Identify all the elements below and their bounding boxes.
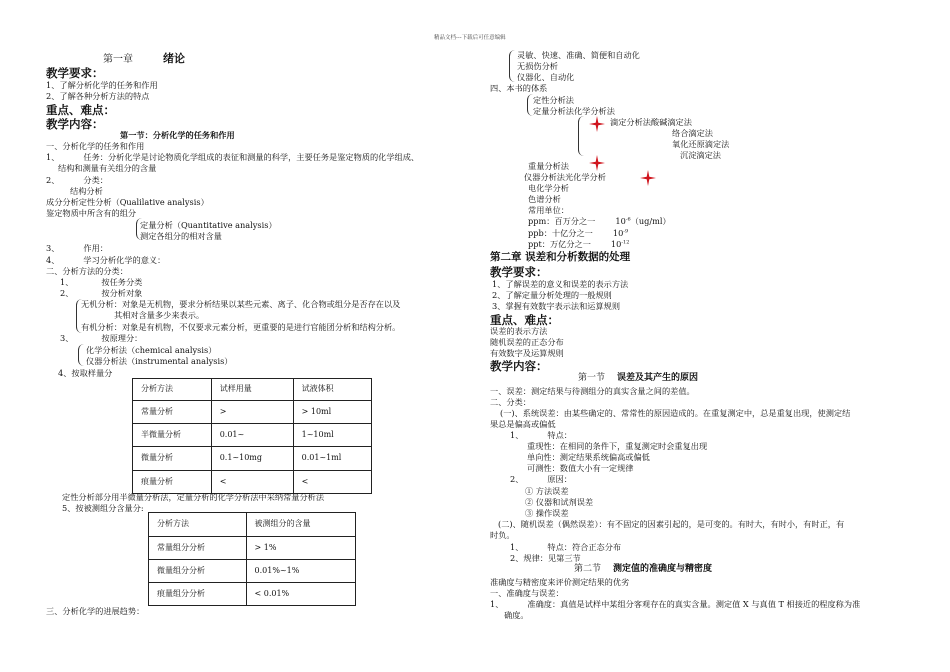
brace-principle — [78, 344, 84, 366]
sys-5: 氧化还原滴定法 — [672, 139, 730, 149]
red-star-icon — [589, 155, 605, 171]
table2-cell: 0.01%~1% — [246, 560, 356, 583]
s1-4 — [46, 255, 165, 266]
left-req-title: 教学要求： — [46, 66, 104, 80]
right-content-title: 教学内容： — [490, 359, 548, 373]
table1-header: 试液体积 — [293, 379, 371, 401]
right-sec2-label: 第二节 — [574, 564, 602, 574]
sample-size-table — [132, 378, 372, 494]
table2-header: 被测组分的含量 — [246, 513, 356, 537]
left-sec1-title: 第一节：分析化学的任务和作用 — [120, 130, 235, 140]
e2a: (一)、系统误差：由某些确定的、常常性的原因造成的。在重复测定中，总是重复出现，使测定结 — [500, 408, 851, 418]
sys-10: 色谱分析 — [528, 194, 561, 204]
s2-3-num: 3、 — [60, 333, 74, 343]
chapter1-heading — [103, 52, 185, 66]
s1-3 — [46, 243, 108, 254]
e2b-1-num: 1、 — [510, 542, 524, 552]
unit-ppm-note: （ug/ml） — [630, 216, 671, 226]
unit-ppt-label: ppt：万亿分之一 — [528, 239, 591, 249]
p3-text: 准确度：真值是试样中某组分客观存在的真实含量。测定值 X 与真值 T 相接近的程度称为准 — [527, 599, 861, 609]
e2a-1c: 可测性：数值大小有一定规律 — [527, 463, 634, 473]
table1-header: 试样用量 — [211, 379, 293, 401]
unit-ppb — [528, 228, 628, 239]
right-sec1-heading — [578, 373, 698, 385]
left-req-item-2: 2、了解各种分析方法的特点 — [46, 91, 150, 101]
sys-title: 四、本书的体系 — [490, 83, 548, 93]
s2-3-text: 按原理分： — [101, 333, 143, 343]
s2-2a: 无机分析：对象是无机物，要求分析结果以某些元素、离子、化合物或组分是否存在以及 — [81, 299, 401, 309]
e2a-2a: ① 方法误差 — [525, 486, 569, 496]
s1-3-num: 3、 — [46, 243, 60, 253]
trend-3: 仪器化、自动化 — [517, 72, 575, 82]
left-content-title: 教学内容： — [46, 117, 104, 131]
e2a-2c: ③ 操作误差 — [525, 508, 569, 518]
s2-4: 4、按取样量分 — [58, 368, 113, 378]
s1-2c: 鉴定物质中所含有的组分 — [46, 208, 137, 218]
unit-ppm — [528, 216, 671, 227]
s1-2a: 结构分析 — [70, 186, 103, 196]
table1-cell: 1~10ml — [293, 424, 371, 447]
e2a-1-text: 特点： — [547, 430, 572, 440]
s1: 一、分析化学的任务和作用 — [46, 141, 145, 151]
sys-3: 滴定分析法酸碱滴定法 — [610, 117, 692, 127]
e2a2: 果总是偏高或偏低 — [490, 419, 556, 429]
right-sec1-label: 第一节 — [578, 373, 606, 383]
e2a-1-num: 1、 — [510, 430, 524, 440]
table2-header: 分析方法 — [149, 513, 247, 537]
right-sec2-heading — [574, 564, 712, 576]
chapter1-title: 绪论 — [163, 52, 185, 65]
e2a-2-num: 2、 — [510, 474, 524, 484]
table1-cell: > 10ml — [293, 401, 371, 424]
s1-2 — [46, 175, 108, 186]
sys-4: 络合滴定法 — [672, 128, 713, 138]
unit-ppb-exp: -9 — [623, 228, 629, 235]
table1-cell: 0.01~ — [211, 424, 293, 447]
sys-11: 常用单位： — [528, 205, 569, 215]
sys-7: 重量分析法 — [528, 161, 569, 171]
table1-cell: 半微量分析 — [133, 424, 212, 447]
right-key-item-3: 有效数字及运算规则 — [490, 348, 564, 358]
table1-header: 分析方法 — [133, 379, 212, 401]
unit-ppb-label: ppb：十亿分之一 — [528, 228, 593, 238]
s2-2-num: 2、 — [60, 288, 74, 298]
s2-2-text: 按分析对象 — [101, 288, 143, 298]
s2-2b: 其相对含量多少来表示。 — [114, 310, 205, 320]
s1-1-num: 1、 — [46, 152, 60, 162]
unit-ppt-base: 10 — [610, 239, 622, 249]
table2-cell: 微量组分分析 — [149, 560, 247, 583]
unit-ppm-label: ppm：百万分之一 — [528, 216, 596, 226]
s2-3 — [60, 333, 142, 344]
table1-cell: 微量分析 — [133, 447, 212, 471]
s1-2e: 测定各组分的相对含量 — [140, 231, 222, 241]
e2a-1a: 重现性：在相同的条件下，重复测定时会重复出现 — [527, 441, 708, 451]
e2: 二、分类： — [490, 397, 531, 407]
s1-4-text: 学习分析化学的意义： — [83, 255, 166, 265]
sys-1: 定性分析法 — [533, 95, 574, 105]
table1-cell: < — [293, 471, 371, 494]
e2b-1-text: 特点：符合正态分布 — [547, 542, 622, 552]
right-req-item-2: 2、了解定量分析处理的一般规则 — [492, 290, 612, 300]
header-note: 精品文档---下载后可任意编辑 — [434, 35, 506, 41]
s2-3a: 化学分析法（chemical analysis） — [86, 345, 217, 355]
table1-cell: > — [211, 401, 293, 424]
s2-1 — [60, 277, 142, 288]
p1: 准确度与精密度来评价测定结果的优劣 — [490, 577, 630, 587]
s3: 三、分析化学的进展趋势： — [46, 606, 145, 616]
sys-6: 沉淀滴定法 — [680, 150, 721, 160]
table2-cell: > 1% — [246, 537, 356, 560]
s1-2b: 成分分析定性分析（Qualilative analysis） — [46, 197, 209, 207]
p3b: 确度。 — [504, 610, 529, 620]
table1-cell: 常量分析 — [133, 401, 212, 424]
s1-2-text: 分类： — [83, 175, 108, 185]
e2a-2b: ② 仪器和试剂误差 — [525, 497, 594, 507]
right-key-title: 重点、难点： — [490, 313, 559, 327]
table1-cell: 0.1~10mg — [211, 447, 293, 471]
e2b: (二)、随机误差（偶然误差）：有不固定的因素引起的，是可变的。有时大，有时小，有时正，有 — [498, 519, 845, 529]
s1-2d: 定量分析（Quantitative analysis） — [140, 220, 277, 230]
p2: 一、准确度与误差： — [490, 588, 564, 598]
s1-4-num: 4、 — [46, 255, 60, 265]
unit-ppb-base: 10 — [612, 228, 624, 238]
red-star-icon — [589, 116, 605, 132]
p3-num: 1、 — [490, 599, 504, 609]
e2a-1 — [510, 430, 572, 441]
s1-1 — [46, 152, 419, 163]
right-key-item-2: 随机误差的正态分布 — [490, 337, 564, 347]
right-req-title: 教学要求： — [490, 265, 548, 279]
sys-2: 定量分析法化学分析法 — [533, 106, 615, 116]
s2-1-text: 按任务分类 — [101, 277, 143, 287]
s2-4-note: 定性分析部分用半微量分析法，定量分析的化学分析法中采纳常量分析法 — [62, 492, 325, 502]
sys-9: 电化学分析 — [528, 183, 569, 193]
unit-ppt-exp: -12 — [621, 239, 630, 246]
right-sec1-title: 误差及其产生的原因 — [617, 373, 699, 383]
e1: 一、误差：测定结果与待测组分的真实含量之间的差值。 — [490, 386, 695, 396]
e2a-2 — [510, 474, 572, 485]
table1-cell: 痕量分析 — [133, 471, 212, 494]
table1-cell: < — [211, 471, 293, 494]
table1-cell: 0.01~1ml — [293, 447, 371, 471]
s2-2 — [60, 288, 142, 299]
s2-2c: 有机分析：对象是有机物，不仅要求元素分析，更重要的是进行官能团分析和结构分析。 — [81, 322, 401, 332]
e2b-1 — [510, 542, 621, 553]
unit-ppm-exp: -6 — [625, 216, 631, 223]
s1-2-num: 2、 — [46, 175, 60, 185]
content-table — [148, 512, 356, 606]
e2a-2-text: 原因： — [547, 474, 572, 484]
p3 — [490, 599, 860, 610]
right-key-item-1: 误差的表示方法 — [490, 326, 548, 336]
s2-3b: 仪器分析法（instrumental analysis） — [86, 356, 233, 366]
right-req-item-1: 1、了解误差的意义和误差的表示方法 — [492, 279, 629, 289]
s2-5: 5、按被测组分含量分: — [62, 503, 144, 513]
s1-1-text: 任务：分析化学是讨论物质化学组成的表征和测量的科学，主要任务是鉴定物质的化学组成、 — [83, 152, 420, 162]
left-key-title: 重点、难点： — [46, 103, 115, 117]
brace-trend — [509, 50, 515, 82]
e2b2: 时负。 — [490, 530, 515, 540]
brace-titration — [578, 116, 584, 156]
red-star-icon — [640, 170, 656, 186]
table2-cell: 痕量组分分析 — [149, 583, 247, 606]
unit-ppm-base: 10 — [615, 216, 626, 226]
chapter2-title: 第二章 误差和分析数据的处理 — [490, 251, 631, 263]
right-req-item-3: 3、掌握有效数字表示法和运算规则 — [492, 301, 621, 311]
e2a-1b: 单向性：测定结果系统偏高或偏低 — [527, 452, 650, 462]
table2-cell: 常量组分分析 — [149, 537, 247, 560]
trend-2: 无损伤分析 — [517, 61, 558, 71]
trend-1: 灵敏、快速、准确、简便和自动化 — [517, 50, 640, 60]
chapter1-label: 第一章 — [103, 54, 133, 65]
table2-cell: < 0.01% — [246, 583, 356, 606]
s2-1-num: 1、 — [60, 277, 74, 287]
unit-ppt — [528, 239, 629, 250]
s2: 二、分析方法的分类： — [46, 266, 128, 276]
s1-1b: 结构和测量有关组分的含量 — [58, 163, 157, 173]
e2b-2: 2、规律：见第三节 — [510, 553, 581, 563]
sys-8: 仪器分析法光化学分析 — [524, 172, 606, 182]
left-req-item-1: 1、了解分析化学的任务和作用 — [46, 80, 158, 90]
s1-3-text: 作用： — [83, 243, 108, 253]
right-sec2-title: 测定值的准确度与精密度 — [613, 564, 713, 574]
